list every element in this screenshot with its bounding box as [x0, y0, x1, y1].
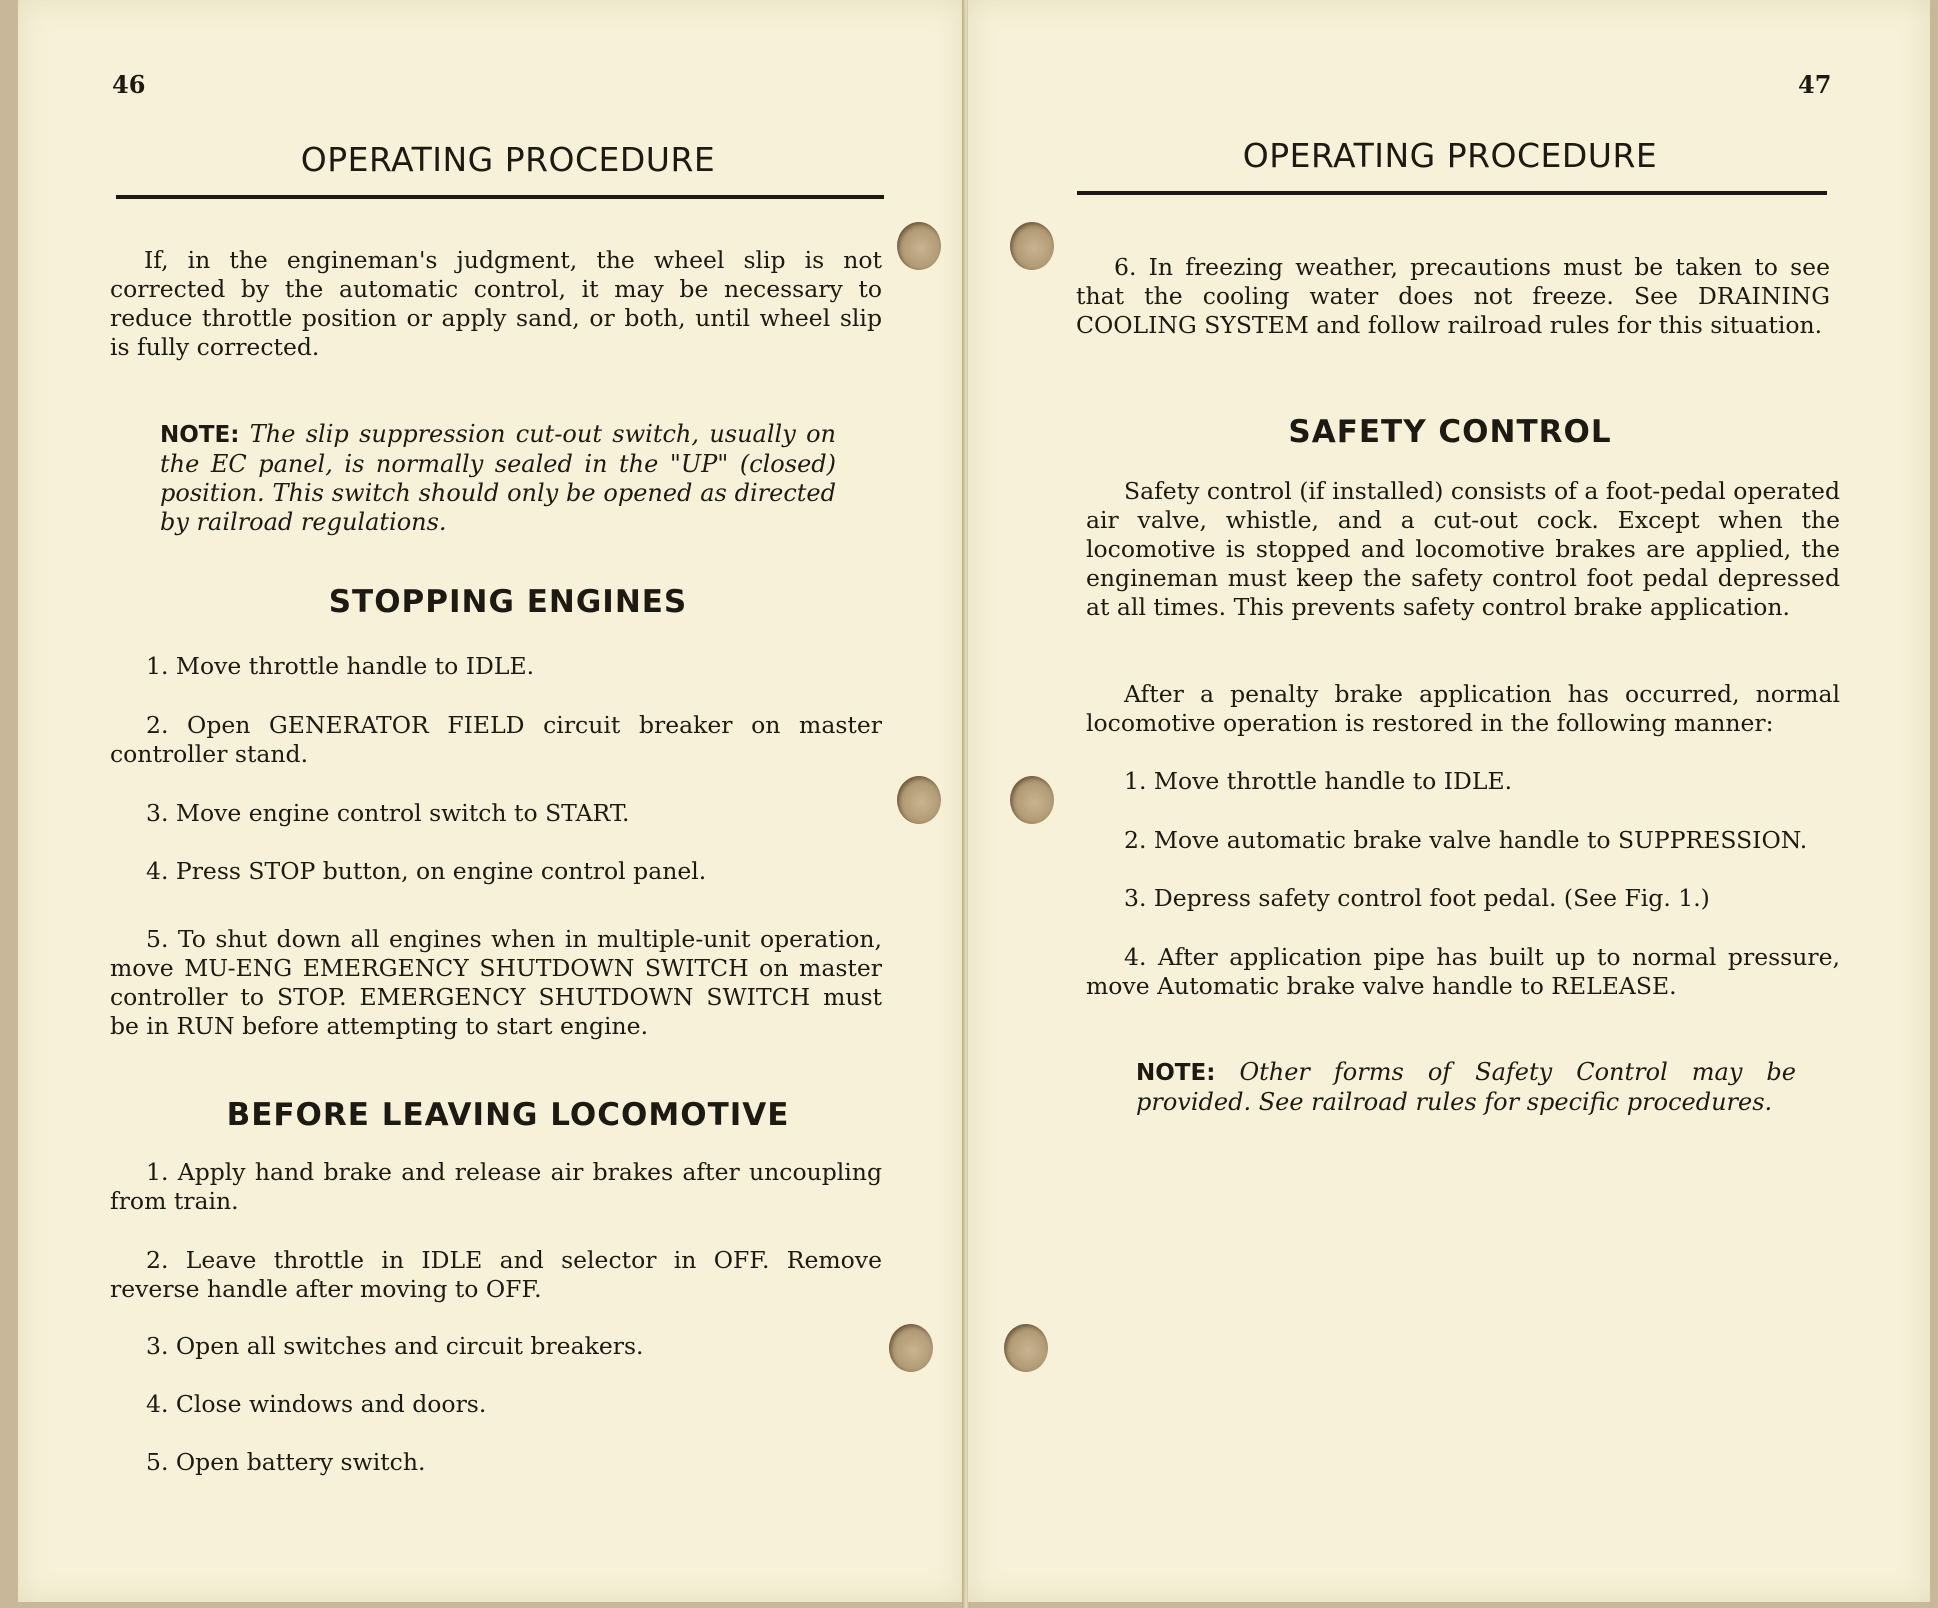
slip-note	[160, 420, 836, 537]
page-number: 47	[1798, 70, 1832, 99]
note-text: Other forms of Safety Control may be provided. See railroad rules for specific procedures.	[1136, 1058, 1796, 1116]
binder-hole	[1004, 1324, 1048, 1372]
binder-hole	[897, 776, 941, 824]
leaving-step-1: 1. Apply hand brake and release air brakes after uncoupling from train.	[110, 1158, 882, 1215]
note-label: NOTE:	[1136, 1060, 1216, 1086]
leaving-step-3: 3. Open all switches and circuit breakers.	[146, 1332, 644, 1360]
leaving-step-5: 5. Open battery switch.	[146, 1448, 426, 1476]
right-page	[968, 0, 1930, 1602]
intro-paragraph: If, in the engineman's judgment, the wheel slip is not corrected by the automatic control, it may be necessary to reduce throttle position or apply sand, or both, until wheel slip is fully corrected.	[110, 246, 882, 361]
penalty-brake-paragraph: After a penalty brake application has occurred, normal locomotive operation is restored in the following manner:	[1086, 680, 1840, 737]
leaving-step-4: 4. Close windows and doors.	[146, 1390, 487, 1418]
stopping-step-3: 3. Move engine control switch to START.	[146, 799, 630, 827]
step-6-paragraph: 6. In freezing weather, precautions must be taken to see that the cooling water does not freeze. See DRAINING COOLING SYSTEM and follow railroad rules for this situation.	[1076, 253, 1830, 339]
safety-note	[1136, 1058, 1796, 1117]
note-text: The slip suppression cut-out switch, usually on the EC panel, is normally sealed in the "UP" (closed) position. This switch should only be opened as directed by railroad regulations.	[160, 420, 836, 536]
stopping-step-2: 2. Open GENERATOR FIELD circuit breaker on master controller stand.	[110, 711, 882, 768]
stopping-step-4: 4. Press STOP button, on engine control panel.	[146, 857, 707, 885]
safety-step-2: 2. Move automatic brake valve handle to SUPPRESSION.	[1124, 826, 1808, 854]
head-rule	[116, 195, 884, 199]
note-label: NOTE:	[160, 422, 240, 448]
section-heading-safety-control: SAFETY CONTROL	[1288, 414, 1612, 450]
left-page	[18, 0, 964, 1602]
section-heading-before-leaving: BEFORE LEAVING LOCOMOTIVE	[226, 1097, 790, 1133]
section-heading-stopping-engines: STOPPING ENGINES	[328, 584, 688, 620]
safety-step-3: 3. Depress safety control foot pedal. (See Fig. 1.)	[1124, 884, 1710, 912]
safety-step-4: 4. After application pipe has built up to normal pressure, move Automatic brake valve handle to RELEASE.	[1086, 943, 1840, 1000]
binder-hole	[1010, 776, 1054, 824]
stopping-step-5: 5. To shut down all engines when in multiple-unit operation, move MU-ENG EMERGENCY SHUTDOWN SWITCH on master controller to STOP. EMERGENCY SHUTDOWN SWITCH must be in RUN before attempting to start engine.	[110, 925, 882, 1040]
safety-step-1: 1. Move throttle handle to IDLE.	[1124, 767, 1513, 795]
head-rule	[1077, 191, 1827, 195]
binder-hole	[1010, 222, 1054, 270]
leaving-step-2: 2. Leave throttle in IDLE and selector in OFF. Remove reverse handle after moving to OFF.	[110, 1246, 882, 1303]
binder-hole	[889, 1324, 933, 1372]
running-head: OPERATING PROCEDURE	[300, 140, 716, 179]
binder-hole	[897, 222, 941, 270]
page-number: 46	[112, 70, 146, 99]
stopping-step-1: 1. Move throttle handle to IDLE.	[146, 652, 535, 680]
running-head: OPERATING PROCEDURE	[1242, 136, 1658, 175]
safety-control-paragraph: Safety control (if installed) consists of a foot-pedal operated air valve, whistle, and a cut-out cock. Except when the locomotive is stopped and locomotive brakes are applied, the engineman must keep the safety control foot pedal depressed at all times. This prevents safety control brake application.	[1086, 477, 1840, 621]
